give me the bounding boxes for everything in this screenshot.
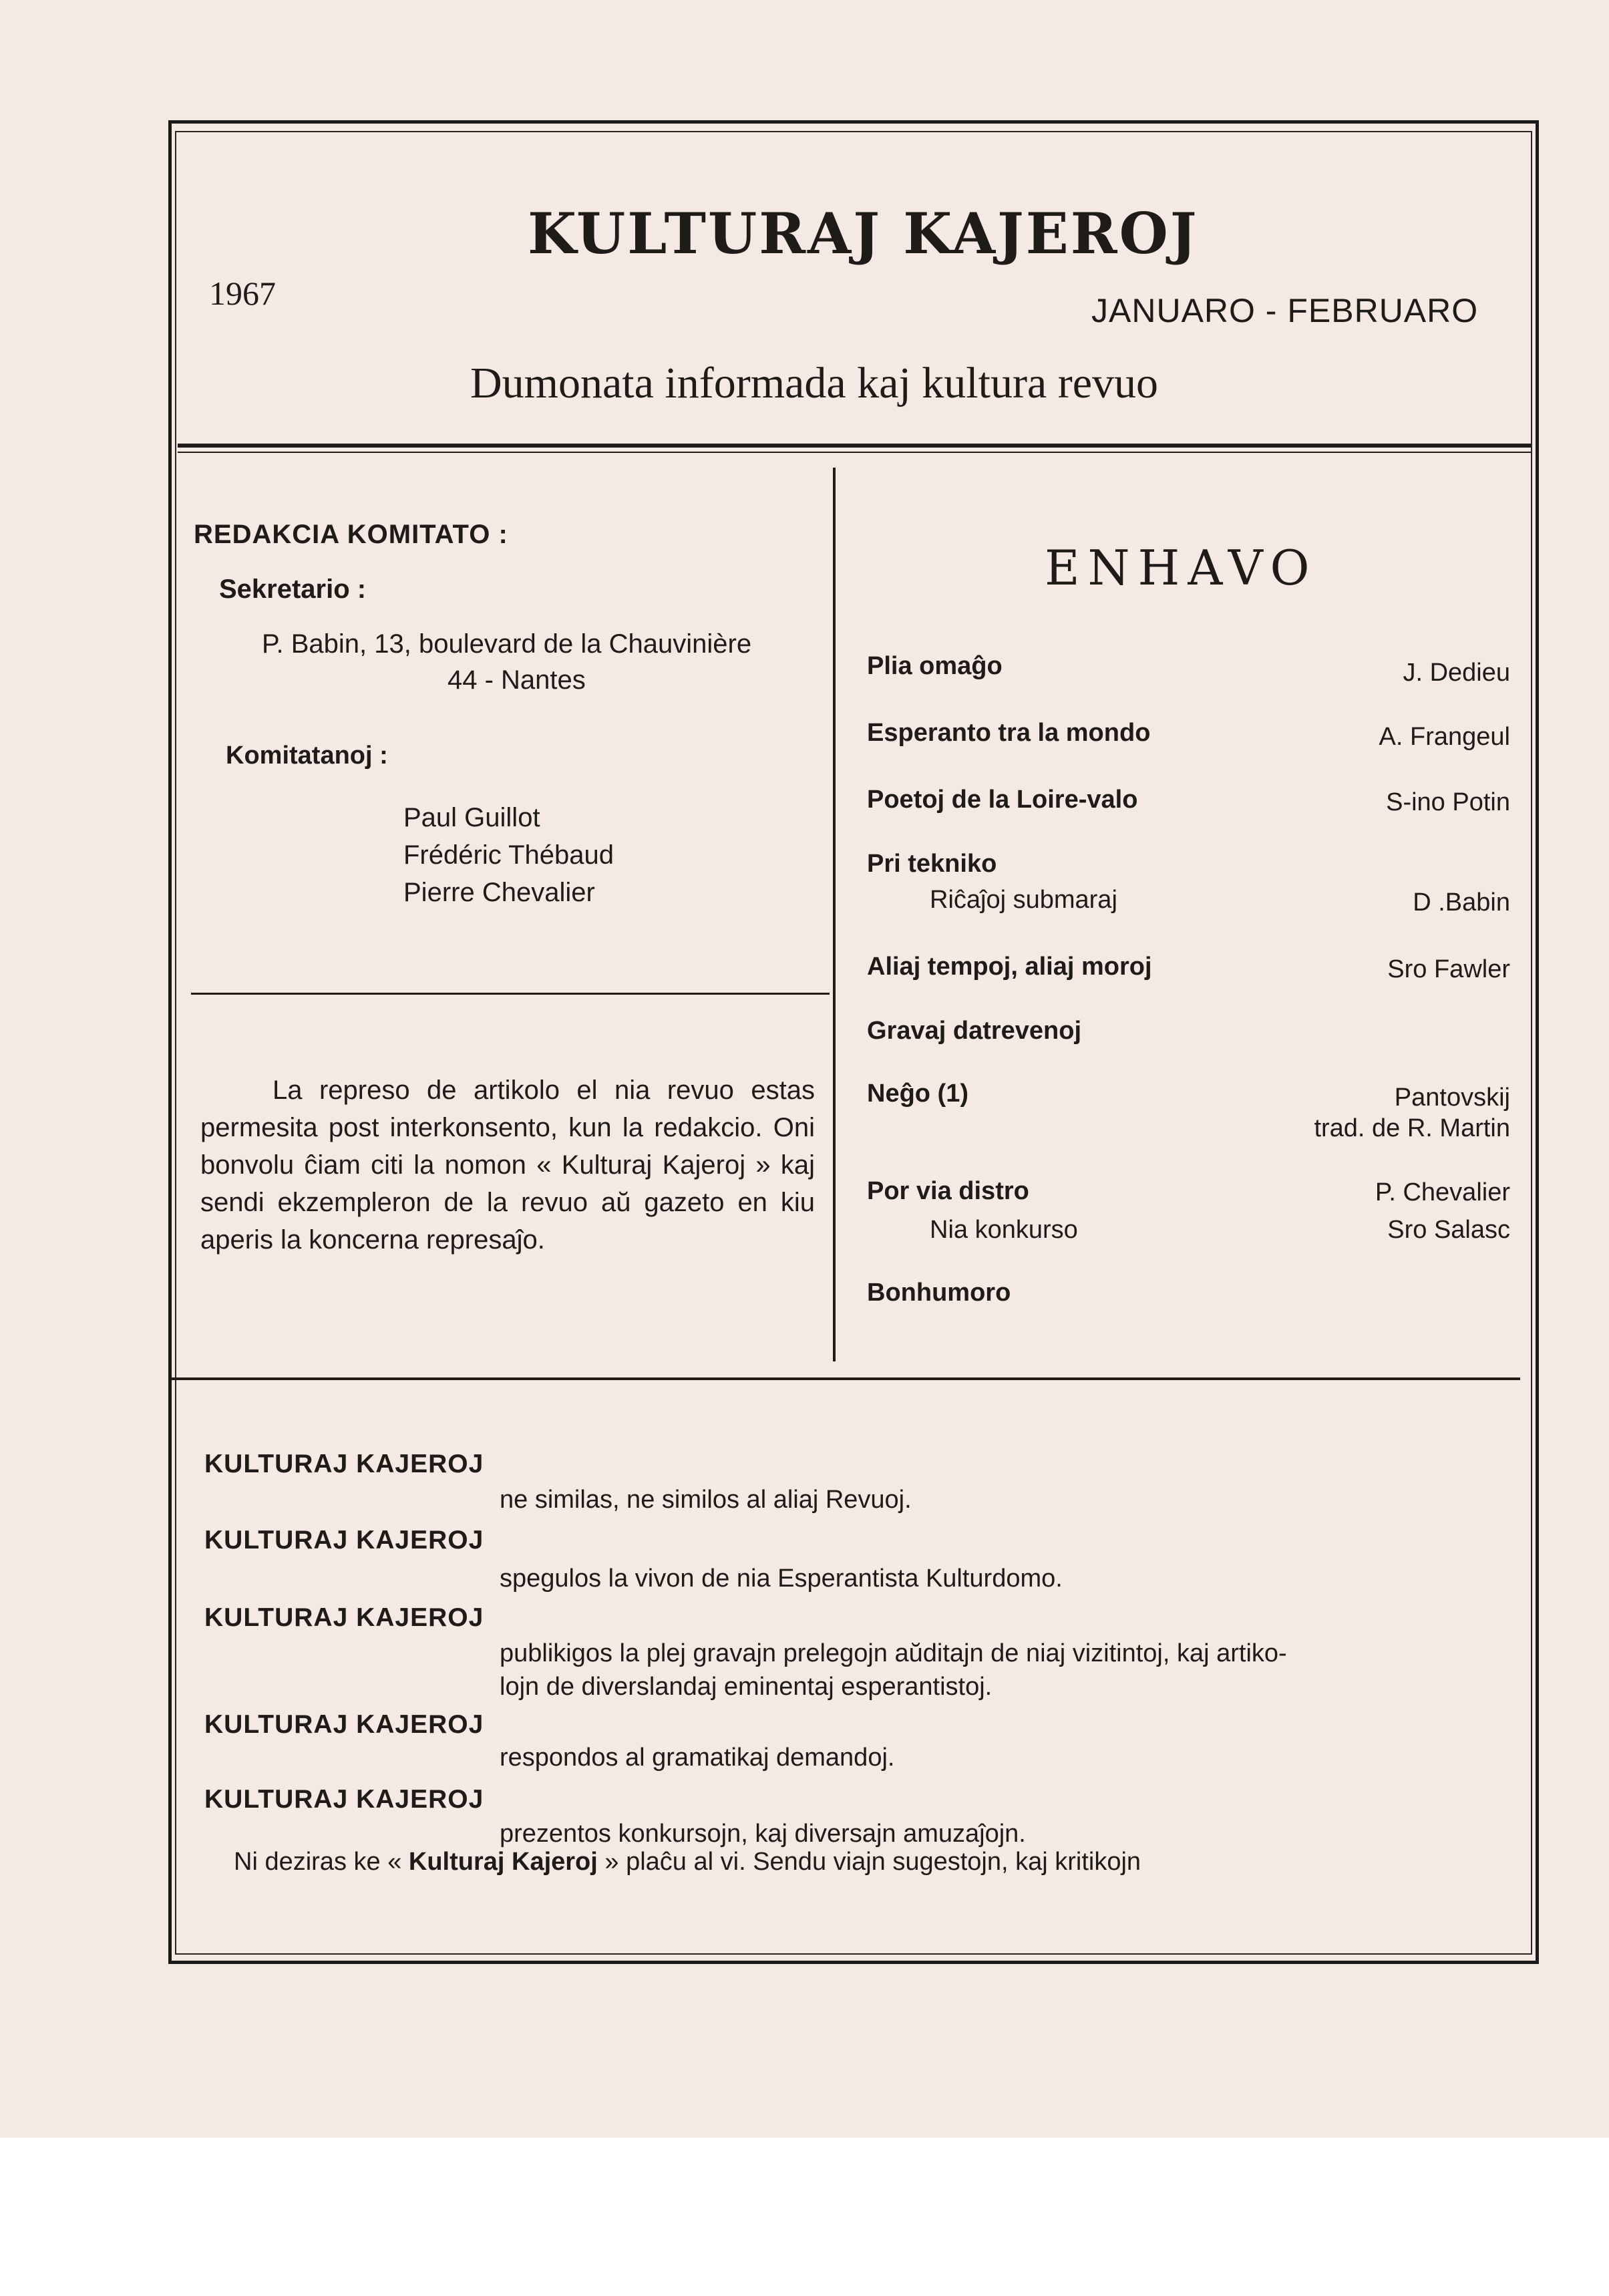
toc-item-title: Aliaj tempoj, aliaj moroj	[867, 953, 1152, 981]
member-name: Frédéric Thébaud	[403, 840, 614, 870]
feature-name: KULTURAJ KAJEROJ	[204, 1526, 484, 1554]
feature-line: respondos al gramatikaj demandoj.	[500, 1744, 895, 1772]
reprint-notice: La represo de artikolo el nia revuo estas permesita post interkonsento, kun la redakcio. Oni bonvolu ĉiam citi la nomon « Kulturaj Kajeroj » kaj sendi ekzempleron de la revuo aŭ gazeto en kiu aperis la koncerna represaĵo.	[200, 1076, 815, 1255]
feature-line: spegulos la vivon de nia Esperantista Kulturdomo.	[500, 1565, 1063, 1593]
toc-item-author: A. Frangeul	[1379, 723, 1510, 751]
member-name: Pierre Chevalier	[403, 878, 595, 907]
issue-year: 1967	[209, 275, 276, 312]
closing-magazine-name: Kulturaj Kajeroj	[408, 1848, 598, 1876]
toc-item-author: D .Babin	[1413, 888, 1510, 917]
feature-name: KULTURAJ KAJEROJ	[204, 1603, 484, 1632]
toc-item-title: Gravaj datrevenoj	[867, 1017, 1082, 1045]
toc-item-title: Plia omaĝo	[867, 652, 1003, 680]
closing-line	[234, 1848, 1141, 1876]
feature-line: ne similas, ne similos al aliaj Revuoj.	[500, 1486, 912, 1514]
closing-text-before: Ni deziras ke «	[234, 1848, 402, 1876]
toc-item-subtitle: Nia konkurso	[930, 1216, 1078, 1244]
toc-item-title: Por via distro	[867, 1177, 1029, 1205]
header-divider-thin	[178, 452, 1531, 453]
issue-months: JANUARO - FEBRUARO	[1091, 292, 1479, 329]
feature-name: KULTURAJ KAJEROJ	[204, 1450, 484, 1478]
members-label: Komitatanoj :	[226, 742, 388, 770]
toc-item-author: P. Chevalier	[1375, 1178, 1510, 1206]
toc-item-author: S-ino Potin	[1386, 788, 1510, 816]
toc-item-author: J. Dedieu	[1403, 659, 1510, 687]
header-divider	[178, 444, 1531, 448]
toc-item-author: Sro Fawler	[1387, 955, 1510, 983]
magazine-title: KULTURAJ KAJEROJ	[528, 200, 1199, 267]
feature-name: KULTURAJ KAJEROJ	[204, 1785, 484, 1814]
left-column-divider	[191, 993, 830, 995]
contents-heading: ENHAVO	[1045, 540, 1318, 596]
toc-item-title: Neĝo (1)	[867, 1080, 968, 1108]
toc-item-translator: trad. de R. Martin	[1314, 1114, 1510, 1142]
toc-item-title: Bonhumoro	[867, 1279, 1011, 1307]
feature-line: lojn de diverslandaj eminentaj esperantistoj.	[500, 1673, 993, 1701]
toc-item-title: Esperanto tra la mondo	[867, 719, 1151, 747]
toc-item-subtitle: Riĉaĵoj submaraj	[930, 886, 1117, 914]
body-divider	[171, 1377, 1520, 1380]
feature-line: publikigos la plej gravajn prelegojn aŭditajn de niaj vizitintoj, kaj artiko-	[500, 1639, 1287, 1667]
feature-name: KULTURAJ KAJEROJ	[204, 1710, 484, 1739]
closing-text-after: » plaĉu al vi. Sendu viajn sugestojn, kaj kritikojn	[604, 1848, 1141, 1876]
secretary-address-line2: 44 - Nantes	[448, 665, 586, 695]
toc-item-author: Pantovskij	[1394, 1084, 1510, 1112]
toc-item-author: Sro Salasc	[1387, 1216, 1510, 1244]
member-name: Paul Guillot	[403, 803, 540, 832]
feature-line: prezentos konkursojn, kaj diversajn amuzaĵojn.	[500, 1820, 1026, 1848]
secretary-label: Sekretario :	[219, 575, 367, 604]
toc-item-title: Poetoj de la Loire-valo	[867, 786, 1138, 814]
column-divider	[833, 468, 836, 1361]
committee-heading: REDAKCIA KOMITATO :	[194, 520, 508, 549]
secretary-address-line1: P. Babin, 13, boulevard de la Chauvinière	[262, 629, 752, 659]
toc-item-title: Pri tekniko	[867, 850, 997, 878]
magazine-subtitle: Dumonata informada kaj kultura revuo	[470, 359, 1158, 407]
